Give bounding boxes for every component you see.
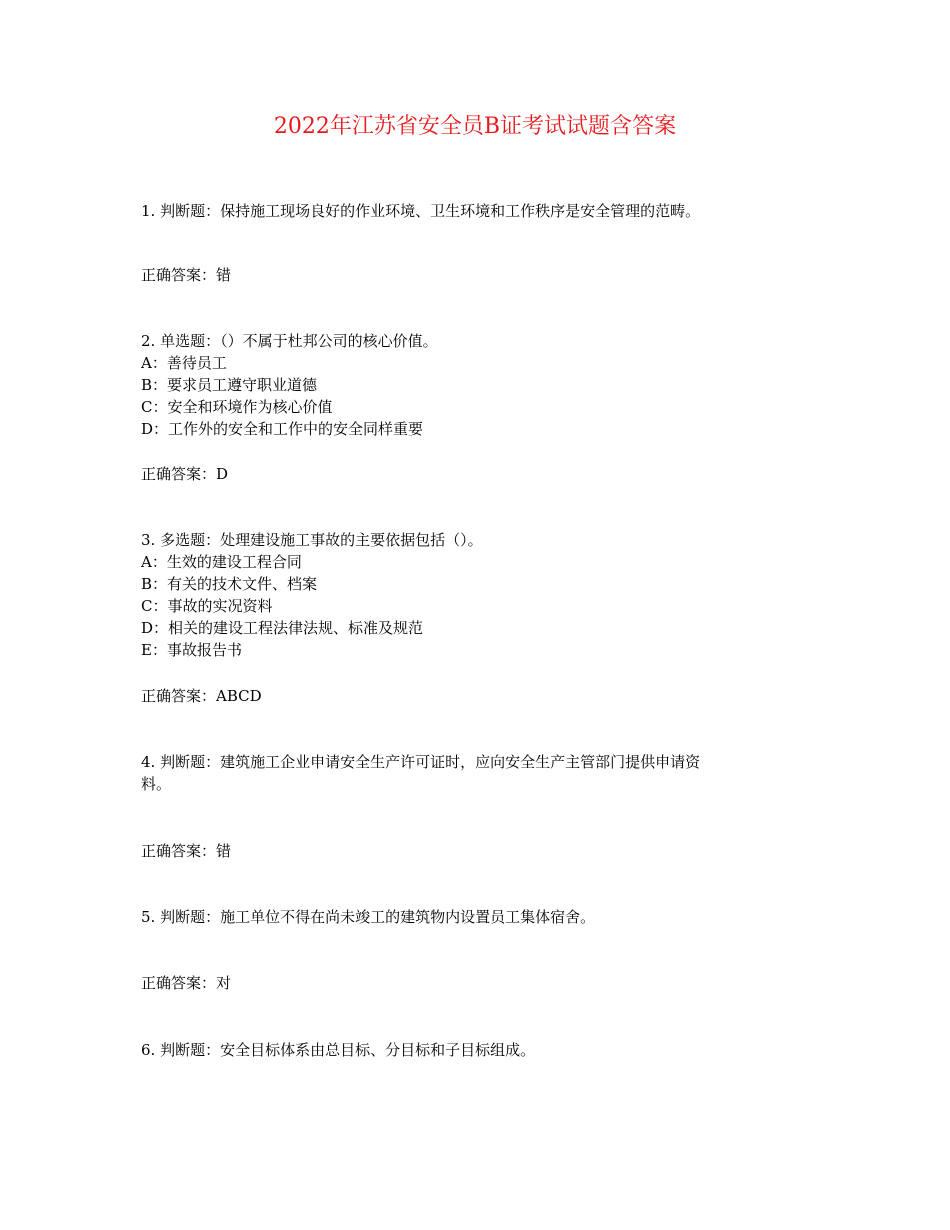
- answer-value: D: [216, 465, 229, 483]
- answer-1: [141, 264, 231, 286]
- answer-4: [141, 840, 231, 862]
- question-2: [141, 330, 801, 440]
- document-title: 2022年江苏省安全员B证考试试题含答案: [273, 114, 677, 139]
- question-text: 1. 判断题：保持施工现场良好的作业环境、卫生环境和工作秩序是安全管理的范畴。: [141, 202, 701, 220]
- option-d: D：相关的建设工程法律法规、标准及规范: [141, 619, 424, 637]
- question-text: 6. 判断题：安全目标体系由总目标、分目标和子目标组成。: [141, 1041, 536, 1059]
- answer-label: 正确答案：: [141, 266, 217, 284]
- question-text: 3. 多选题：处理建设施工事故的主要依据包括（）。: [141, 531, 483, 549]
- answer-label: 正确答案：: [141, 687, 217, 705]
- answer-2: [141, 463, 228, 485]
- option-a: A：生效的建设工程合同: [141, 553, 302, 571]
- answer-label: 正确答案：: [141, 842, 217, 860]
- option-d: D：工作外的安全和工作中的安全同样重要: [141, 420, 424, 438]
- question-4: [141, 751, 801, 795]
- question-6: [141, 1039, 801, 1061]
- option-c: C：安全和环境作为核心价值: [141, 398, 333, 416]
- answer-value: 错: [216, 266, 232, 284]
- answer-3: [141, 685, 262, 707]
- option-b: B：有关的技术文件、档案: [141, 575, 318, 593]
- question-text: 2. 单选题：（）不属于杜邦公司的核心价值。: [141, 332, 438, 350]
- question-3: [141, 529, 801, 661]
- question-1: [141, 200, 801, 222]
- answer-label: 正确答案：: [141, 465, 217, 483]
- question-text: 4. 判断题：建筑施工企业申请安全生产许可证时，应向安全生产主管部门提供申请资: [141, 753, 701, 771]
- answer-5: [141, 972, 231, 994]
- question-text: 5. 判断题：施工单位不得在尚未竣工的建筑物内设置员工集体宿舍。: [141, 908, 596, 926]
- option-a: A：善待员工: [141, 354, 227, 372]
- answer-value: 对: [216, 974, 232, 992]
- option-c: C：事故的实况资料: [141, 597, 273, 615]
- question-text-continued: 料。: [141, 775, 172, 793]
- answer-value: 错: [216, 842, 232, 860]
- option-e: E：事故报告书: [141, 641, 242, 659]
- answer-label: 正确答案：: [141, 974, 217, 992]
- question-5: [141, 906, 801, 928]
- option-b: B：要求员工遵守职业道德: [141, 376, 318, 394]
- answer-value: ABCD: [216, 687, 262, 705]
